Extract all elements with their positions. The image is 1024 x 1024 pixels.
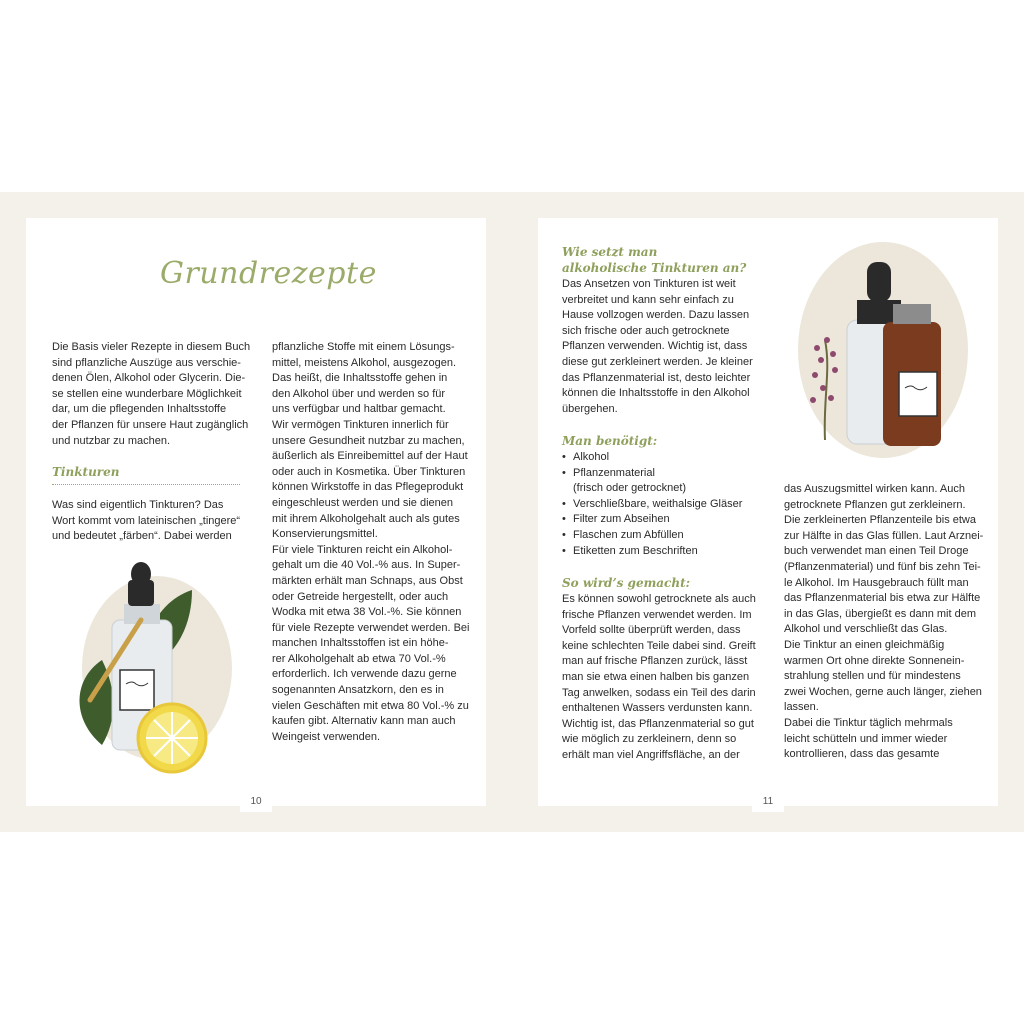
heading-man-benoetigt: Man benötigt: [562,434,658,448]
intro-text-right: Das Ansetzen von Tinkturen ist weit verbreitet und kann sehr einfach zu Hause vollzogen werden. Dazu lassen sich frische oder auch getrocknete Pflanzen verwenden. Wichtig ist, dass diese gut zerkleinert werden. Je kleiner das Pflanzenmaterial ist, desto leichter können die Inhaltsstoffe in den Alkohol übergehen. [562,278,753,415]
list-item: • Verschließbare, weithalsige Gläser [562,497,742,513]
page-number-left: 10 [240,792,272,812]
list-item: • Alkohol [562,450,742,466]
dropper-bottle-lemon-leaves-icon [62,560,242,780]
section-heading-tinkturen: Tinkturen [52,465,120,479]
instructions-text: Es können sowohl getrocknete als auch frische Pflanzen verwendet werden. Im Vorfeld sollte überprüft werden, dass keine schlechten Teile dabei sind. Greift man auf frische Pflanzen zurück, lässt man sie etwa einen halben bis ganzen Tag anwelken, sodass ein Teil des darin enthaltenen Wassers verdunsten kann. Wichtig ist, das Pflanzenmaterial so gut wie möglich zu zerkleinern, denn so erhält man viel Angriffsfläche, an der [562,593,756,761]
tincture-bottles-flowers-icon [795,240,970,470]
left-column-2-text: pflanzliche Stoffe mit einem Lösungs- mittel, meistens Alkohol, ausgezogen. Das heißt, die Inhaltsstoffe gehen in den Alkohol über und werden so für uns verfügbar und haltbar gemacht. Wir vermögen Tinkturen innerlich für unsere Gesundheit nutzbar zu machen, äußerlich als Einreibemittel auf der Haut oder auch in Kosmetika. Über Tinkturen können Wirkstoffe in das Pflegeprodukt eingeschleust werden und sie dienen mit ihrem Alkoholgehalt auch als gutes Konservierungsmittel. Für viele Tinkturen reicht ein Alkohol- gehalt um die 40 Vol.-% aus. In Super- märkten erhält man Schnaps, aus Obst oder Getreide hergestellt, oder auch Wodka mit etwa 38 Vol.-%. Sie können für viele Rezepte verwendet werden. Bei manchen Inhaltsstoffen ist ein höhe- rer Alkoholgehalt ab etwa 70 Vol.-% erforderlich. Ich verwende dazu gerne sogenannten Ansatzkorn, den es in vielen Geschäften mit etwa 80 Vol.-% zu kaufen gibt. Alternativ kann man auch Weingeist verwenden. [272,341,470,743]
list-item: • Filter zum Abseihen [562,512,742,528]
list-item: • Flaschen zum Abfüllen [562,528,742,544]
heading-divider [52,484,240,485]
section-text: Was sind eigentlich Tinkturen? Das Wort kommt vom lateinischen „tingere“ und bedeutet „färben“. Dabei werden [52,499,241,543]
heading-so-wirds-gemacht: So wird’s gemacht: [562,576,691,590]
intro-text: Die Basis vieler Rezepte in diesem Buch sind pflanzliche Auszüge aus verschie- denen Ölen, Alkohol oder Glycerin. Die- se stellen eine wunderbare Möglichkeit dar, um die pflegenden Inhaltsstoffe der Pflanzen für unsere Haut zugänglich und nutzbar zu machen. [52,341,251,447]
page-title: Grundrezepte [160,256,377,291]
page-number-right: 11 [752,792,784,812]
right-column-2-text: das Auszugsmittel wirken kann. Auch getrocknete Pflanzen gut zerkleinern. Die zerkleinerten Pflanzenteile bis etwa zur Hälfte in das Glas füllen. Laut Arznei- buch verwendet man einen Teil Droge (Pflanzenmaterial) und fünf bis zehn Tei- le Alkohol. Im Hausgebrauch füllt man das Pflanzenmaterial bis etwa zur Hälfte in das Glas, übergießt es dann mit dem Alkohol und verschließt das Glas. Die Tinktur an einen gleichmäßig warmen Ort ohne direkte Sonnenein- strahlung stellen und für mindestens zwei Wochen, gerne auch länger, ziehen lassen. Dabei die Tinktur täglich mehrmals leicht schütteln und immer wieder kontrollieren, dass das gesamte [784,483,984,761]
list-item: • Etiketten zum Beschriften [562,544,742,560]
ingredient-list [562,450,742,559]
list-item: • Pflanzenmaterial (frisch oder getrocknet) [562,466,742,497]
heading-alkoholische-tinkturen: Wie setzt man alkoholische Tinkturen an? [562,245,747,275]
